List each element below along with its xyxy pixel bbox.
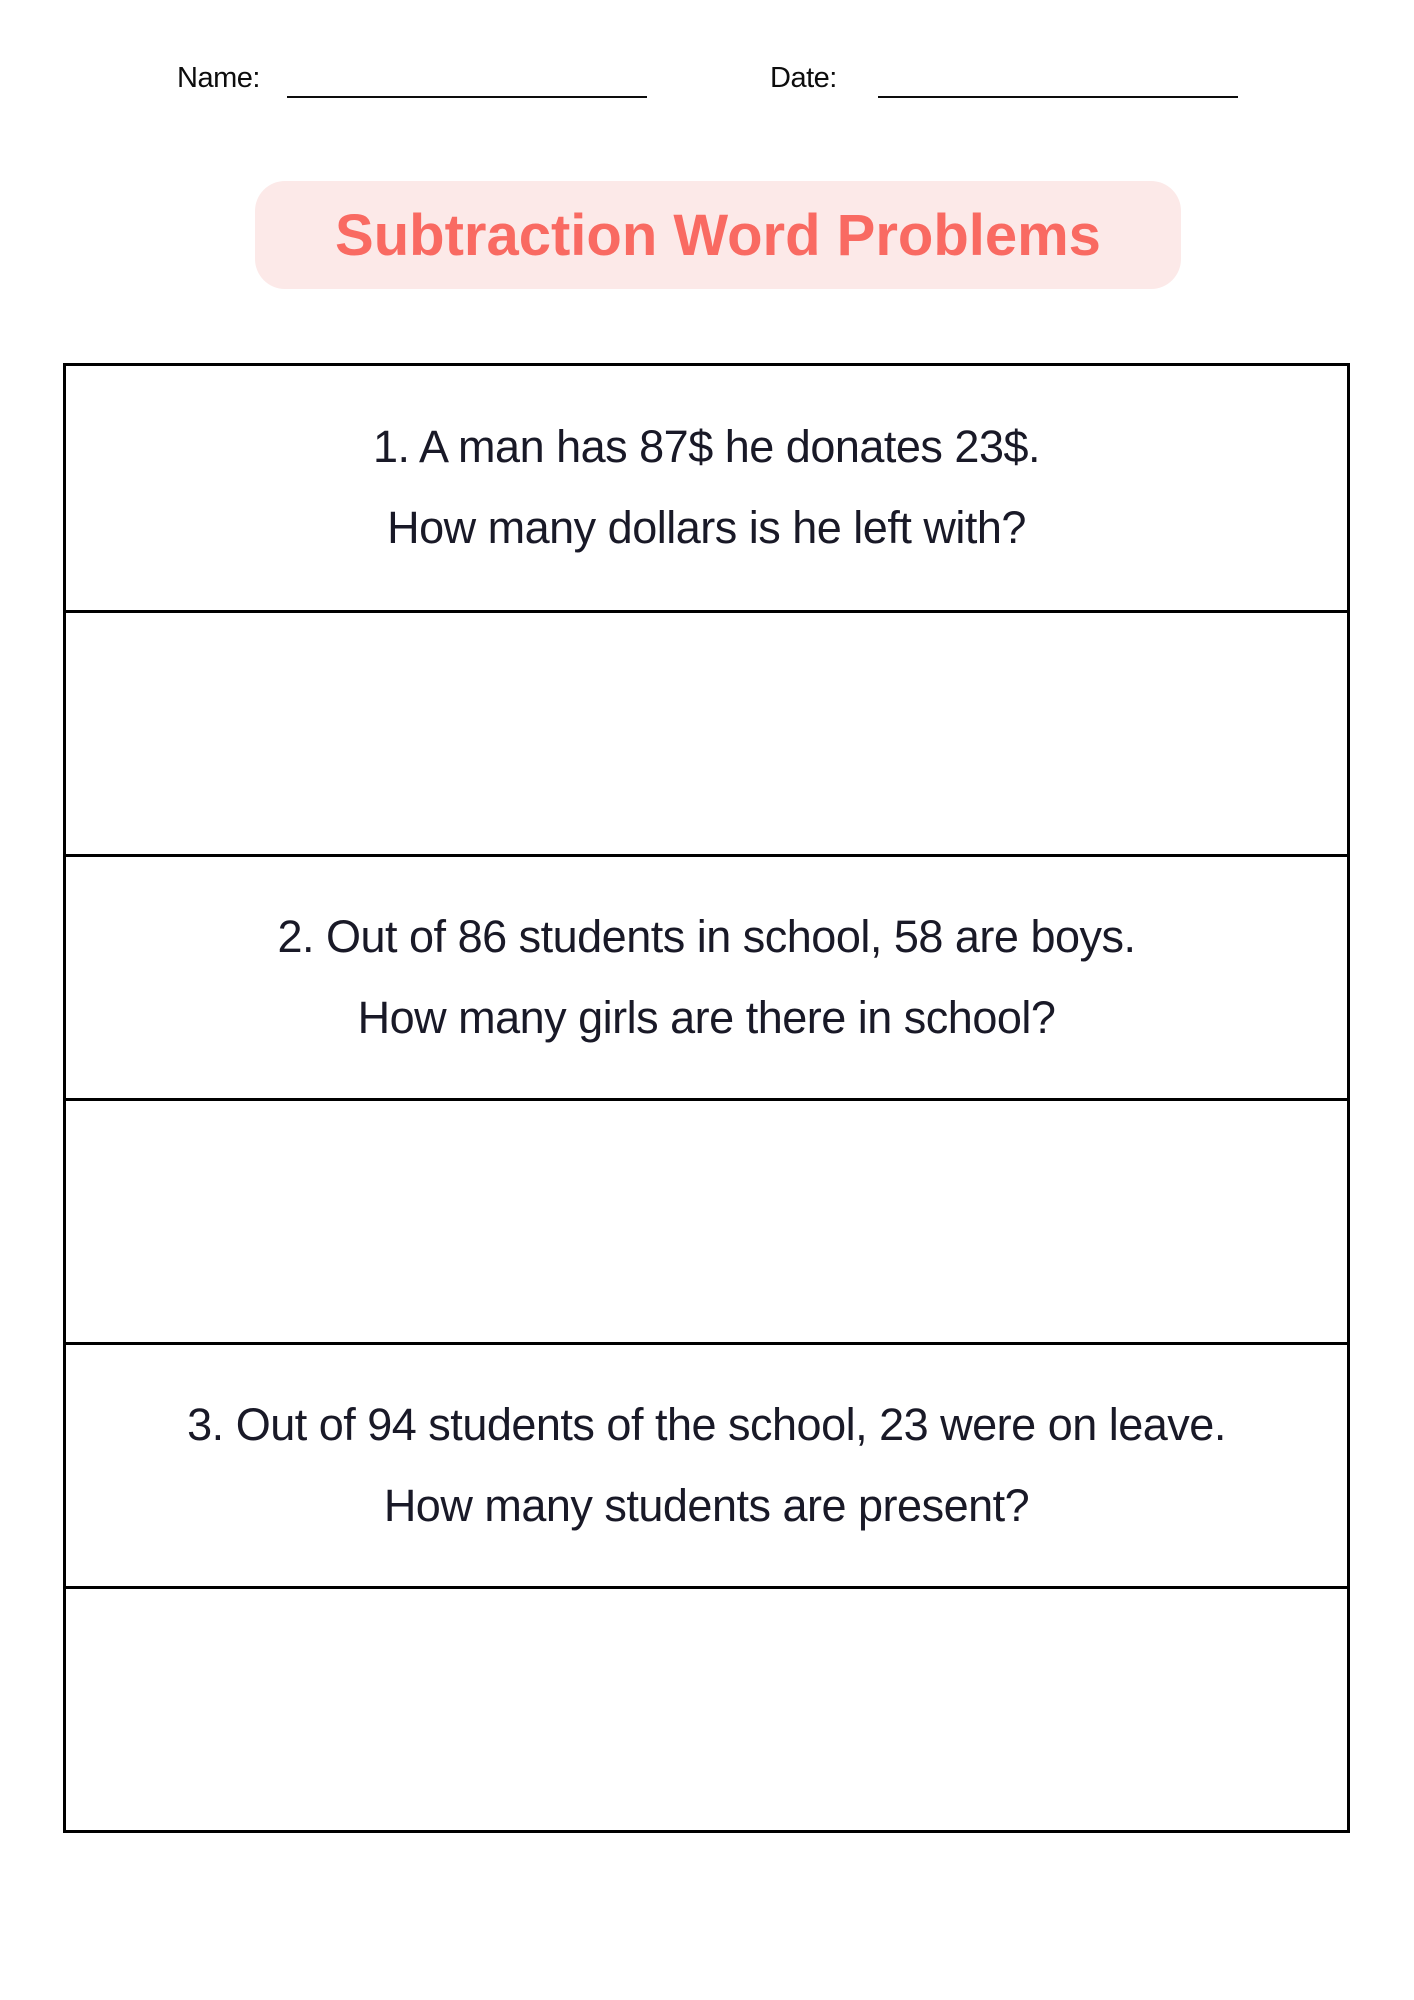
name-label: Name: [177,62,260,94]
problem-1-cell [66,366,1347,610]
answer-space-2[interactable] [66,1098,1347,1342]
problem-1-question: 1. A man has 87$ he donates 23$. [372,421,1041,473]
title-pill [255,181,1181,289]
problem-3-cell [66,1342,1347,1586]
problem-2-cell [66,854,1347,1098]
page-title: Subtraction Word Problems [335,202,1101,268]
problem-2-question: 2. Out of 86 students in school, 58 are boys. [277,910,1136,962]
name-line[interactable] [287,96,647,98]
problem-1-prompt: How many dollars is he left with? [387,502,1026,553]
problem-3-prompt: How many students are present? [383,1479,1030,1531]
date-line[interactable] [878,96,1238,98]
answer-space-1[interactable] [66,610,1347,854]
date-label: Date: [770,62,837,94]
problem-2-prompt: How many girls are there in school? [357,991,1056,1043]
problem-3-question: 3. Out of 94 students of the school, 23 were on leave. [187,1398,1226,1450]
answer-space-3[interactable] [66,1586,1347,1830]
problems-table [63,363,1350,1833]
